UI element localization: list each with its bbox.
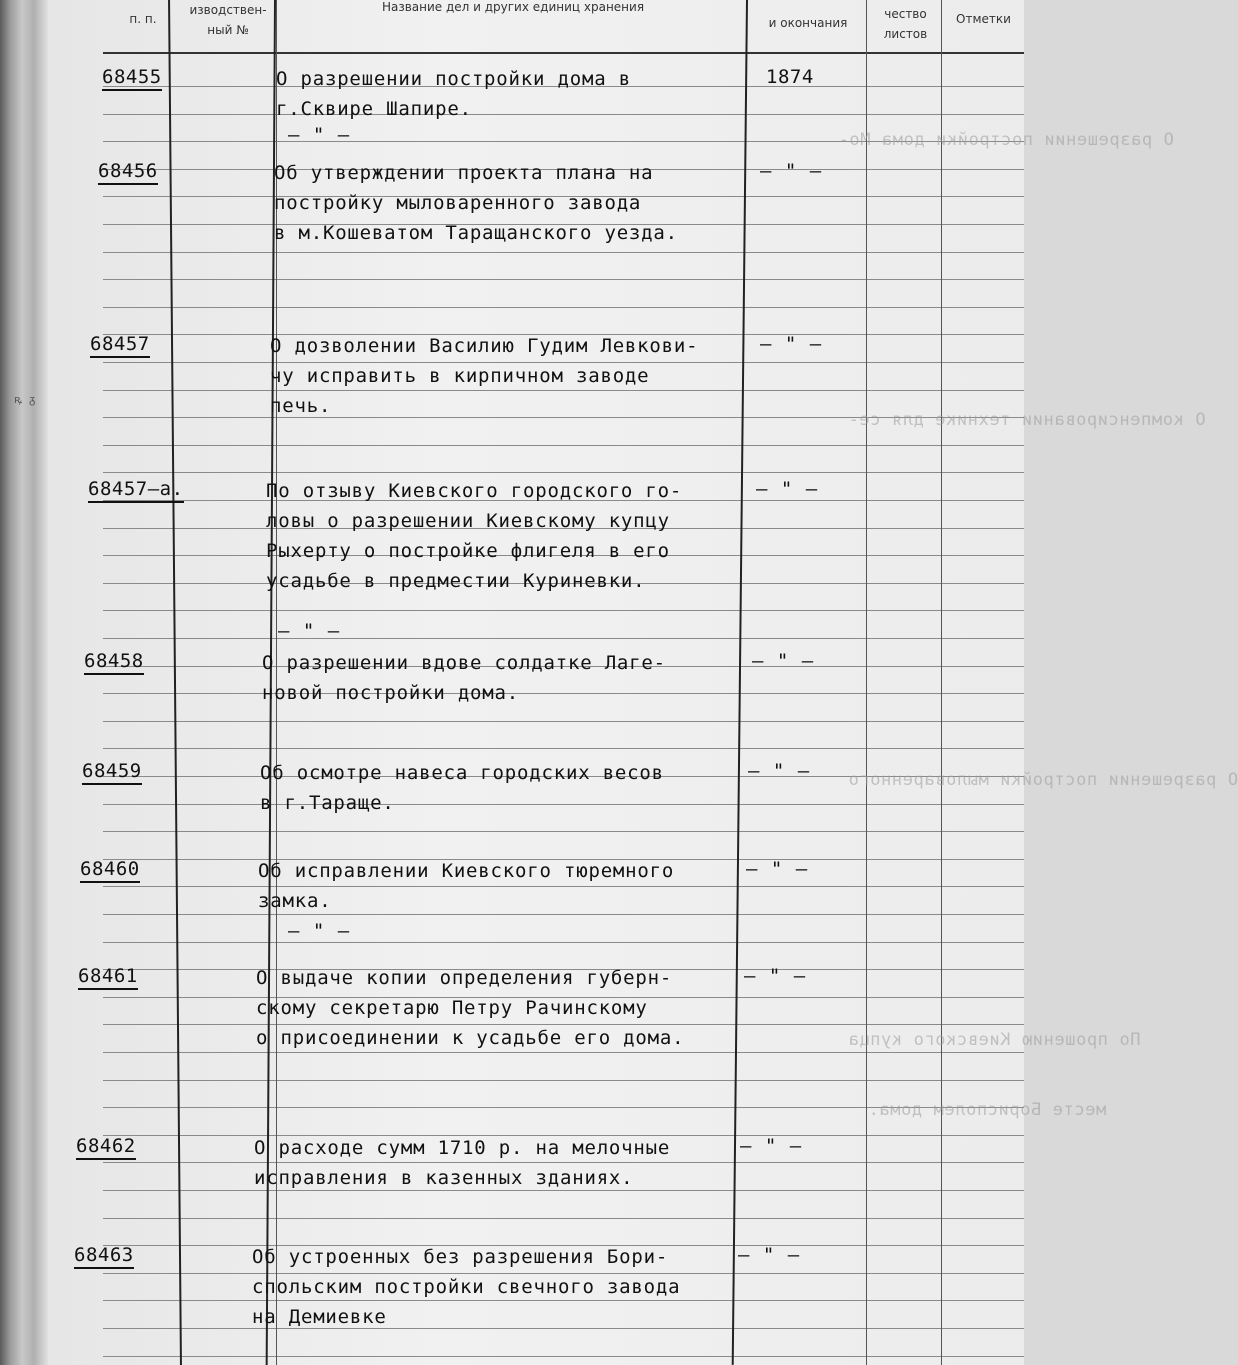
ruled-line [103, 252, 1024, 253]
record-title-line: усадьбе в предместии Куриневки. [266, 570, 646, 592]
record-title-line: скому секретарю Петру Рачинскому [256, 997, 648, 1019]
record-number: 68457 [90, 333, 150, 358]
record-title [256, 963, 684, 1053]
col-divider-1 [168, 0, 182, 1365]
ruled-line [103, 307, 1024, 308]
record-title [276, 64, 631, 124]
record-title [252, 1242, 680, 1332]
record-title-line: Об осмотре навеса городских весов [260, 762, 664, 784]
record-title [270, 331, 698, 421]
separator-ditto: – " – [288, 920, 351, 942]
col-divider-6 [941, 0, 942, 1365]
record-title [258, 856, 674, 916]
record-date: – " – [738, 1244, 801, 1266]
record-date: 1874 [766, 66, 814, 88]
record-title-line: замка. [258, 890, 332, 912]
record-title-line: Рыхерту о постройке флигеля в его [266, 540, 670, 562]
record-date: – " – [746, 858, 809, 880]
record-title-line: в м.Кошеватом Таращанского уезда. [274, 222, 678, 244]
record-title-line: Об устроенных без разрешения Бори- [252, 1246, 669, 1268]
record-number: 68459 [82, 760, 142, 785]
record-title-line: исправления в казенных зданиях. [254, 1167, 634, 1189]
record-title-line: Об утверждении проекта плана на [274, 162, 654, 184]
ruled-line [103, 638, 1024, 639]
ruled-line [103, 610, 1024, 611]
record-title [274, 158, 678, 248]
header-col-title: Название дел и других единиц хранения [381, 0, 645, 14]
bleed-through-4: По прошению Киевского купца [848, 1030, 1141, 1050]
record-title-line: По отзыву Киевского городского го- [266, 480, 683, 502]
bleed-through-2: О компенсировании технике для се- [848, 410, 1206, 430]
record-number: 68458 [84, 650, 144, 675]
record-date: – " – [760, 160, 823, 182]
record-title-line: на Демиевке [252, 1306, 387, 1328]
record-date: – " – [740, 1135, 803, 1157]
record-number: 68457–а. [88, 478, 184, 503]
ruled-line [103, 721, 1024, 722]
record-title [262, 648, 666, 708]
record-date: – " – [752, 650, 815, 672]
bleed-through-5: месте Борисполем дома. [868, 1100, 1107, 1120]
record-number: 68463 [74, 1244, 134, 1269]
book-spine [0, 0, 48, 1365]
ruled-line [103, 831, 1024, 832]
col-divider-5 [866, 0, 867, 1365]
record-date: – " – [760, 333, 823, 355]
separator-ditto: – " – [288, 124, 351, 146]
ledger-page [14, 0, 1238, 1365]
ruled-line [103, 942, 1024, 943]
record-number: 68462 [76, 1135, 136, 1160]
header-col-sheets-text: чество листов [883, 7, 928, 41]
record-title-line: спольским постройки свечного завода [252, 1276, 681, 1298]
record-number: 68460 [80, 858, 140, 883]
record-number: 68455 [102, 66, 162, 91]
record-title [254, 1133, 670, 1193]
header-col-sheets [868, 4, 943, 44]
record-title-line: чу исправить в кирпичном заводе [270, 365, 650, 387]
ruled-line [103, 1356, 1024, 1357]
header-rule [103, 52, 1024, 54]
header-col-num: п. п. [129, 12, 157, 26]
record-number: 68456 [98, 160, 158, 185]
record-title-line: печь. [270, 395, 332, 417]
record-date: – " – [756, 478, 819, 500]
ruled-line [103, 445, 1024, 446]
ruled-line [103, 279, 1024, 280]
record-title-line: г.Сквире Шапире. [276, 98, 472, 120]
record-title-line: О разрешении вдове солдатке Лаге- [262, 652, 666, 674]
ruled-line [103, 1080, 1024, 1081]
header-col-prod [178, 0, 278, 40]
record-title-line: О разрешении постройки дома в [276, 68, 631, 90]
header-col-prod-text: изводствен- ный № [189, 3, 267, 37]
record-title-line: О расходе сумм 1710 р. на мелочные [254, 1137, 671, 1159]
record-title-line: О выдаче копии определения губерн- [256, 967, 673, 989]
record-title-line: новой постройки дома. [262, 682, 520, 704]
record-title-line: Об исправлении Киевского тюремного [258, 860, 675, 882]
separator-ditto: – " – [278, 620, 341, 642]
record-title-line: О дозволении Василию Гудим Левкови- [270, 335, 699, 357]
margin-mark: ꝶ ᵹ [14, 393, 36, 406]
bleed-through-1: О разрешении постройки дома Мо- [838, 130, 1174, 150]
header-col-notes: Отметки [956, 12, 1011, 26]
ruled-line [103, 748, 1024, 749]
record-title-line: в г.Тараще. [260, 792, 395, 814]
record-title-line: о присоединении к усадьбе его дома. [256, 1027, 685, 1049]
header-col-date: и окончания [768, 16, 848, 30]
record-number: 68461 [78, 965, 138, 990]
record-title [260, 758, 664, 818]
record-title-line: постройку мыловаренного завода [274, 192, 642, 214]
record-title [266, 476, 682, 596]
ruled-line [103, 472, 1024, 473]
col-divider-4 [732, 0, 748, 1365]
record-title-line: ловы о разрешении Киевскому купцу [266, 510, 670, 532]
ruled-line [103, 1218, 1024, 1219]
bleed-through-3: О разрешении постройки мыловаренного [848, 770, 1238, 790]
record-date: – " – [748, 760, 811, 782]
record-date: – " – [744, 965, 807, 987]
